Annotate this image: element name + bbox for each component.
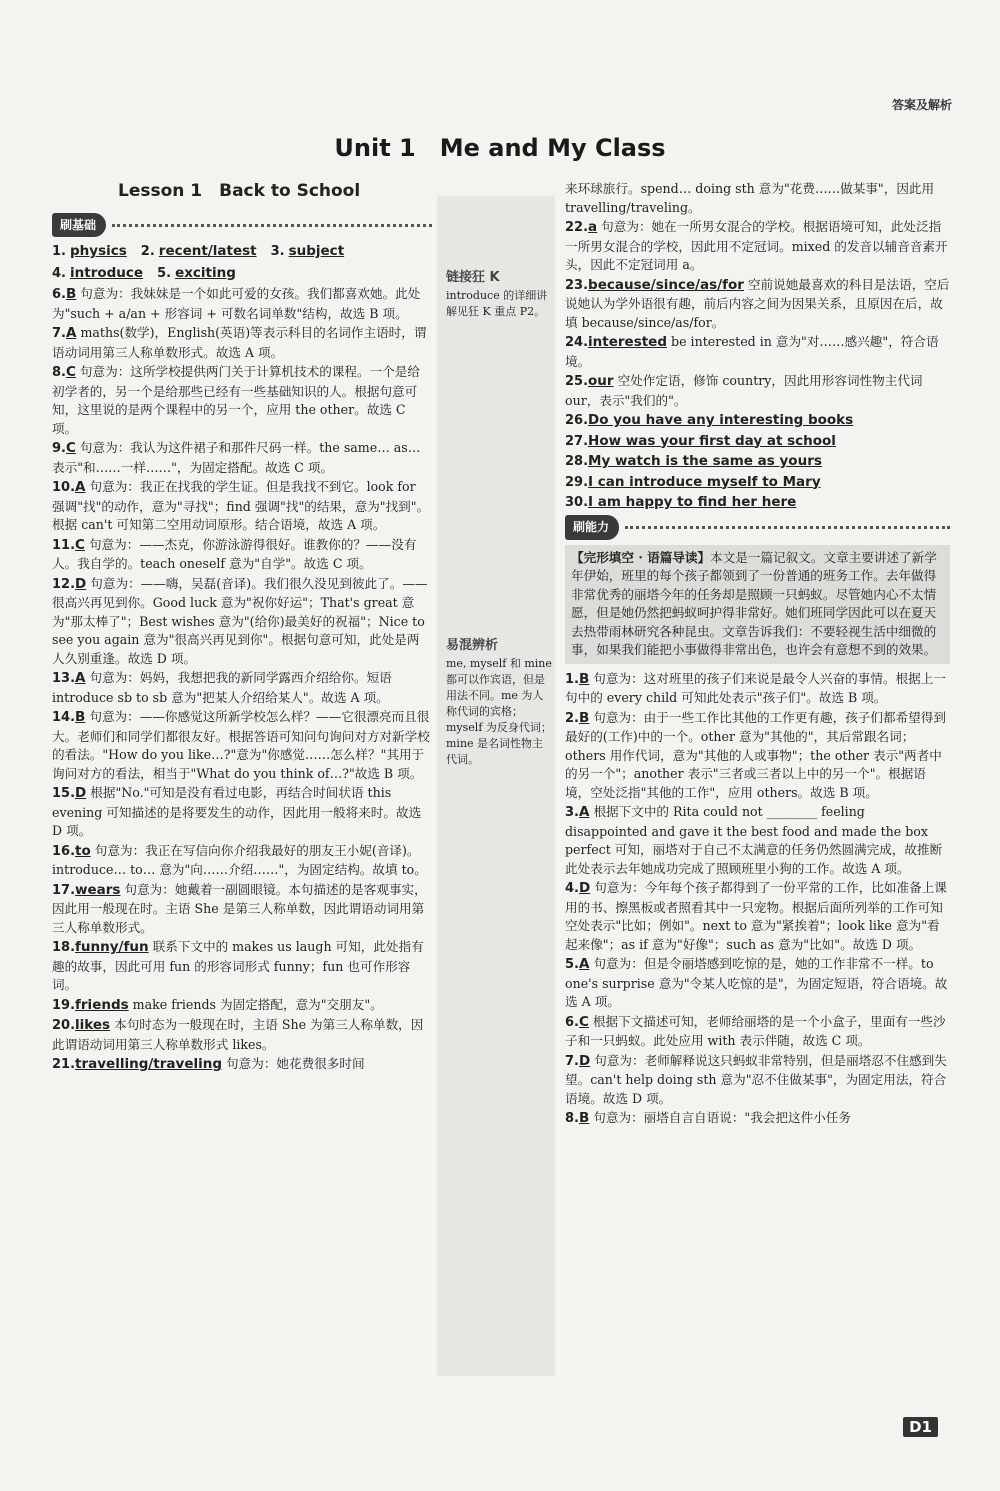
item-answer: D (578, 1052, 591, 1069)
item-number: 7. (565, 1053, 579, 1069)
item-number: 30. (565, 495, 589, 510)
item-explanation: 句意为：她戴着一副圆眼镜。本句描述的是客观事实，因此用一般现在时。主语 She 是第三人称单数，因此谓语动词用第三人称单数形式。 (52, 881, 427, 935)
answer-item (52, 439, 432, 477)
section-ability-label: 刷能力 (565, 515, 619, 540)
item-answer: How was your first day at school (588, 432, 836, 449)
inline-answer (141, 242, 257, 262)
answer-item (565, 1013, 950, 1051)
item-answer: our (588, 373, 614, 389)
answer-item (565, 879, 950, 954)
item-number: 17. (52, 882, 76, 898)
item-explanation: 句意为：——嗨，吴磊(音译)。我们很久没见到彼此了。——很高兴再见到你。Good luck 意为"祝你好运"；That's great 意为"那太棒了"；Best wishes 意为"(给你)最美好的祝福"；Nice to see you again 意为"很高兴再见到你"。根据句意可知，此处是两人久别重逢。故选 D 项。 (52, 575, 428, 666)
item-number: 15. (52, 786, 76, 801)
inline-answer (157, 264, 236, 284)
item-number: 2. (140, 244, 155, 259)
answer-item (52, 881, 432, 938)
item-explanation: 句意为：这对班里的孩子们来说是最令人兴奋的事情。根据上一句中的 every child 可知此处表示"孩子们"。故选 B 项。 (565, 670, 946, 705)
item-explanation: 空处作定语，修饰 country，因此用形容词性物主代词 our，表示"我们的"。 (565, 373, 923, 408)
item-explanation: maths(数学)，English(英语)等表示科目的名词作主语时，谓语动词用第三人称单数形式。故选 A 项。 (52, 325, 427, 360)
right-sentence-answers (565, 411, 950, 513)
item-answer: B (578, 1110, 590, 1126)
item-answer: introduce (70, 264, 144, 281)
item-explanation: 句意为：由于一些工作比其他的工作更有趣，孩子们都希望得到最好的(工作)中的一个。other 意为"其他的"，其后常跟名词；others 用作代词，意为"其他的人或事物"；the other 表示"两者中的另一个"；another 表示"三者或三者以上中的另一个"。根据语境，空处泛指"其他的工作"，应用 others。故选 B 项。 (565, 709, 946, 800)
item-answer: A (75, 479, 86, 495)
item-number: 20. (52, 1018, 76, 1033)
item-explanation: 句意为：她花费很多时间 (226, 1056, 365, 1071)
inline-answer-row (52, 264, 432, 284)
answer-item (52, 996, 432, 1016)
item-explanation: make friends 为固定搭配，意为"交朋友"。 (132, 996, 383, 1012)
answer-item (565, 1109, 950, 1129)
item-number: 8. (52, 365, 66, 380)
section-divider (625, 526, 950, 529)
item-number: 1. (565, 671, 579, 687)
item-explanation: 根据下文中的 Rita could not ________ feeling disappointed and gave it the best food and made the box perfect 可知，丽塔对于自己不太满意的任务仍然圆满完成，故推断此处表示去年她成功完成了照顾班里小狗的工作。故选 A 项。 (565, 804, 943, 876)
answer-item (52, 784, 432, 841)
item-answer: likes (75, 1017, 111, 1033)
item-answer: D (75, 785, 87, 801)
answer-item (565, 803, 950, 878)
item-answer: Do you have any interesting books (588, 412, 854, 428)
sidebar (437, 196, 555, 1376)
answer-item (565, 493, 950, 513)
item-number: 3. (270, 244, 285, 259)
lesson-title: Lesson 1 Back to School (118, 181, 361, 201)
passage-guide (565, 545, 950, 664)
answer-item (565, 218, 950, 275)
item-answer: My watch is the same as yours (588, 453, 822, 469)
section-divider (112, 224, 432, 227)
item-explanation: 句意为：但是令丽塔感到吃惊的是，她的工作非常不一样。to one's surprise 意为"令某人吃惊的是"，为固定短语，符合语境。故选 A 项。 (565, 956, 948, 1009)
item-number: 24. (565, 335, 589, 350)
item-answer: C (65, 440, 76, 456)
item-number: 13. (52, 671, 76, 686)
inline-answer (52, 264, 143, 284)
item-answer: C (65, 364, 76, 380)
right-column (565, 180, 950, 1130)
item-answer: exciting (175, 264, 236, 281)
item-number: 18. (52, 940, 76, 955)
answer-item (565, 955, 950, 1012)
item-explanation: 句意为：妈妈，我想把我的新同学露西介绍给你。短语 introduce sb to sb 意为"把某人介绍给某人"。故选 A 项。 (52, 670, 392, 705)
answer-item (565, 670, 950, 708)
item-number: 29. (565, 474, 589, 490)
answer-item (565, 372, 950, 410)
item-explanation: 联系下文中的 makes us laugh 可知，此处指有趣的故事，因此可用 fun 的形容词形式 funny；fun 也可作形容词。 (52, 939, 424, 992)
answer-item (52, 1016, 432, 1054)
item-number: 4. (565, 881, 579, 896)
answer-item (52, 324, 432, 362)
right-top-text: 来环球旅行。spend… doing sth 意为"花费……做某事"，因此用 travelling/traveling。 (565, 181, 935, 215)
item-answer: wears (75, 881, 121, 898)
item-number: 8. (565, 1111, 579, 1126)
answer-item (565, 432, 950, 452)
answer-item (565, 276, 950, 333)
item-answer: I can introduce myself to Mary (588, 473, 821, 490)
item-answer: C (578, 1013, 589, 1030)
item-explanation: 本句时态为一般现在时，主语 She 为第三人称单数，因此谓语动词用第三人称单数形式 likes。 (52, 1017, 424, 1052)
item-answer: B (578, 709, 590, 726)
item-number: 23. (565, 277, 589, 293)
item-number: 19. (52, 997, 76, 1013)
note-link-title: 链接狂 K (446, 270, 500, 285)
item-number: 3. (565, 805, 579, 820)
answer-item (52, 285, 432, 323)
note-link (446, 270, 554, 320)
answer-item (565, 1052, 950, 1109)
item-answer: C (75, 536, 85, 553)
item-number: 4. (52, 265, 66, 281)
section-ability (565, 515, 950, 541)
item-number: 25. (565, 374, 589, 389)
note-link-text: introduce 的详细讲解见狂 K 重点 P2。 (446, 289, 548, 318)
answer-item (565, 709, 950, 803)
item-number: 6. (52, 287, 66, 302)
item-answer: a (588, 219, 598, 235)
item-answer: subject (288, 243, 345, 259)
note-confusable-text: me, myself 和 mine 都可以作宾语，但是用法不同。me 为人称代词的宾格；myself 为反身代词；mine 是名词性物主代词。 (446, 657, 552, 766)
item-number: 12. (52, 576, 76, 592)
answer-item (52, 669, 432, 707)
item-answer: B (65, 286, 77, 302)
item-number: 2. (565, 710, 579, 726)
item-explanation: 句意为：我认为这件裙子和那件尺码一样。the same… as… 表示"和……一样……"，为固定搭配。故选 C 项。 (52, 440, 421, 475)
item-explanation: 句意为：丽塔自言自语说："我会把这件小任务 (593, 1110, 851, 1125)
item-explanation: 根据下文描述可知，老师给丽塔的是一个小盒子，里面有一些沙子和一只蚂蚁。此处应用 with 表示伴随，故选 C 项。 (565, 1013, 946, 1048)
item-number: 5. (565, 957, 579, 972)
item-answer: B (75, 709, 86, 725)
item-number: 7. (52, 326, 66, 341)
item-explanation: 空前说她最喜欢的科目是法语，空后说她认为学外语很有趣，前后内容之间为因果关系，且原因在后，故填 because/since/as/for。 (565, 276, 950, 330)
item-explanation: 句意为：我正在找我的学生证。但是我找不到它。look for 强调"找"的动作，意为"寻找"；find 强调"找"的结果，意为"找到"。根据 can't 可知第二空用动词原形。结合语境，故选 A 项。 (52, 479, 430, 532)
answer-item (52, 708, 432, 783)
item-number: 11. (52, 537, 76, 553)
item-explanation: 句意为：今年每个孩子都得到了一份平常的工作，比如准备上课用的书、擦黑板或者照看其中一只宠物。根据后面所列举的工作可知空处表示"比如；例如"。next to 意为"紧挨着"；look like 意为"看起来像"；as if 意为"好像"；such as 意为"比如"。故选 D 项。 (565, 880, 947, 952)
item-answer: D (578, 880, 591, 896)
item-answer: physics (70, 243, 127, 259)
left-items (52, 285, 432, 1075)
answer-item (565, 411, 950, 431)
cloze-answers (565, 670, 950, 1129)
note-confusable-title: 易混辨析 (446, 638, 499, 653)
item-answer: funny/fun (75, 939, 149, 955)
answer-item (52, 842, 432, 880)
item-answer: A (578, 804, 590, 820)
item-answer: A (75, 670, 86, 686)
item-number: 21. (52, 1057, 76, 1072)
item-number: 10. (52, 480, 76, 495)
item-answer: A (578, 956, 590, 972)
item-answer: I am happy to find her here (588, 494, 797, 510)
note-confusable (446, 638, 554, 768)
passage-text: 本文是一篇记叙文。文章主要讲述了新学年伊始，班里的每个孩子都领到了一份普通的班务工作。去年做得非常优秀的丽塔今年的任务却是照顾一只蚂蚁。尽管她内心不太情愿，但是她仍然把蚂蚁呵护得非常好。她们班同学因此可以在夏天去热带雨林研究各种昆虫。文章告诉我们：不要轻视生活中细微的事，如果我们能把小事做得非常出色，也许会有意想不到的效果。 (571, 549, 937, 657)
answer-item (52, 938, 432, 995)
passage-title: 【完形填空 · 语篇导读】 (571, 549, 711, 565)
answer-item (52, 478, 432, 535)
item-answer: B (578, 670, 590, 687)
item-number: 27. (565, 433, 589, 449)
item-explanation: 句意为：我妹妹是一个如此可爱的女孩。我们都喜欢她。此处为"such + a/an + 形容词 + 可数名词单数"结构，故选 B 项。 (52, 286, 421, 321)
answer-item (52, 1055, 432, 1075)
item-answer: because/since/as/for (588, 276, 744, 293)
item-answer: recent/latest (158, 243, 257, 259)
left-column (52, 210, 432, 1076)
item-explanation: 句意为：她在一所男女混合的学校。根据语境可知，此处泛指一所男女混合的学校，因此用不定冠词。mixed 的发音以辅音音素开头，因此不定冠词用 a。 (565, 219, 948, 272)
item-number: 22. (565, 220, 589, 235)
item-number: 28. (565, 454, 589, 469)
item-answer: D (75, 575, 87, 592)
answer-item (565, 333, 950, 371)
item-answer: friends (75, 996, 129, 1013)
item-answer: interested (588, 334, 668, 350)
item-explanation: be interested in 意为"对……感兴趣"，符合语境。 (565, 334, 939, 369)
item-number: 1. (52, 244, 66, 259)
item-number: 6. (565, 1014, 579, 1030)
page-header: 答案及解析 (891, 98, 952, 112)
section-basic-label: 刷基础 (52, 213, 106, 238)
item-number: 26. (565, 413, 589, 428)
item-number: 9. (52, 441, 66, 456)
answer-item (52, 363, 432, 438)
item-number: 5. (157, 265, 172, 281)
answer-item (565, 452, 950, 472)
item-explanation: 句意为：老师解释说这只蚂蚁非常特别，但是丽塔忍不住感到失望。can't help doing sth 意为"忍不住做某事"，为固定用法，符合语境。故选 D 项。 (565, 1052, 947, 1106)
answer-item (52, 575, 432, 669)
item-answer: A (65, 325, 77, 341)
inline-answer-row (52, 242, 432, 262)
section-basic (52, 212, 432, 238)
inline-answer (52, 242, 127, 262)
item-explanation: 句意为：——杰克，你游泳游得很好。谁教你的？——没有人。我自学的。teach oneself 意为"自学"。故选 C 项。 (52, 536, 417, 571)
item-explanation: 句意为：——你感觉这所新学校怎么样？——它很漂亮而且很大。老师们和同学们都很友好。根据答语可知问句询问对方对新学校的看法。"How do you like…?"意为"你感觉……怎么样？"其用于询问对方的看法，相当于"What do you think of…?"故选 B 项。 (52, 709, 430, 781)
item-number: 14. (52, 710, 76, 725)
item-number: 16. (52, 843, 76, 859)
unit-title: Unit 1 Me and My Class (334, 134, 666, 162)
left-inline-answers (52, 242, 432, 283)
answer-item (565, 473, 950, 493)
answer-item (52, 536, 432, 574)
item-explanation: 根据"No."可知是没有看过电影，再结合时间状语 this evening 可知描述的是将要发生的动作，因此用一般将来时。故选 D 项。 (52, 785, 422, 838)
page-number: D1 (903, 1417, 938, 1437)
inline-answer (271, 242, 345, 262)
item-explanation: 句意为：我正在写信向你介绍我最好的朋友王小妮(音译)。introduce… to… 意为"向……介绍……"，为固定结构。故填 to。 (52, 842, 427, 877)
right-items (565, 218, 950, 410)
item-answer: travelling/traveling (75, 1056, 223, 1072)
item-answer: to (75, 842, 91, 859)
item-explanation: 句意为：这所学校提供两门关于计算机技术的课程。一个是给初学者的，另一个是给那些已经有一些基础知识的人。根据句意可知，这里说的是两个课程中的另一个，应用 the other。故选 C 项。 (52, 364, 420, 436)
